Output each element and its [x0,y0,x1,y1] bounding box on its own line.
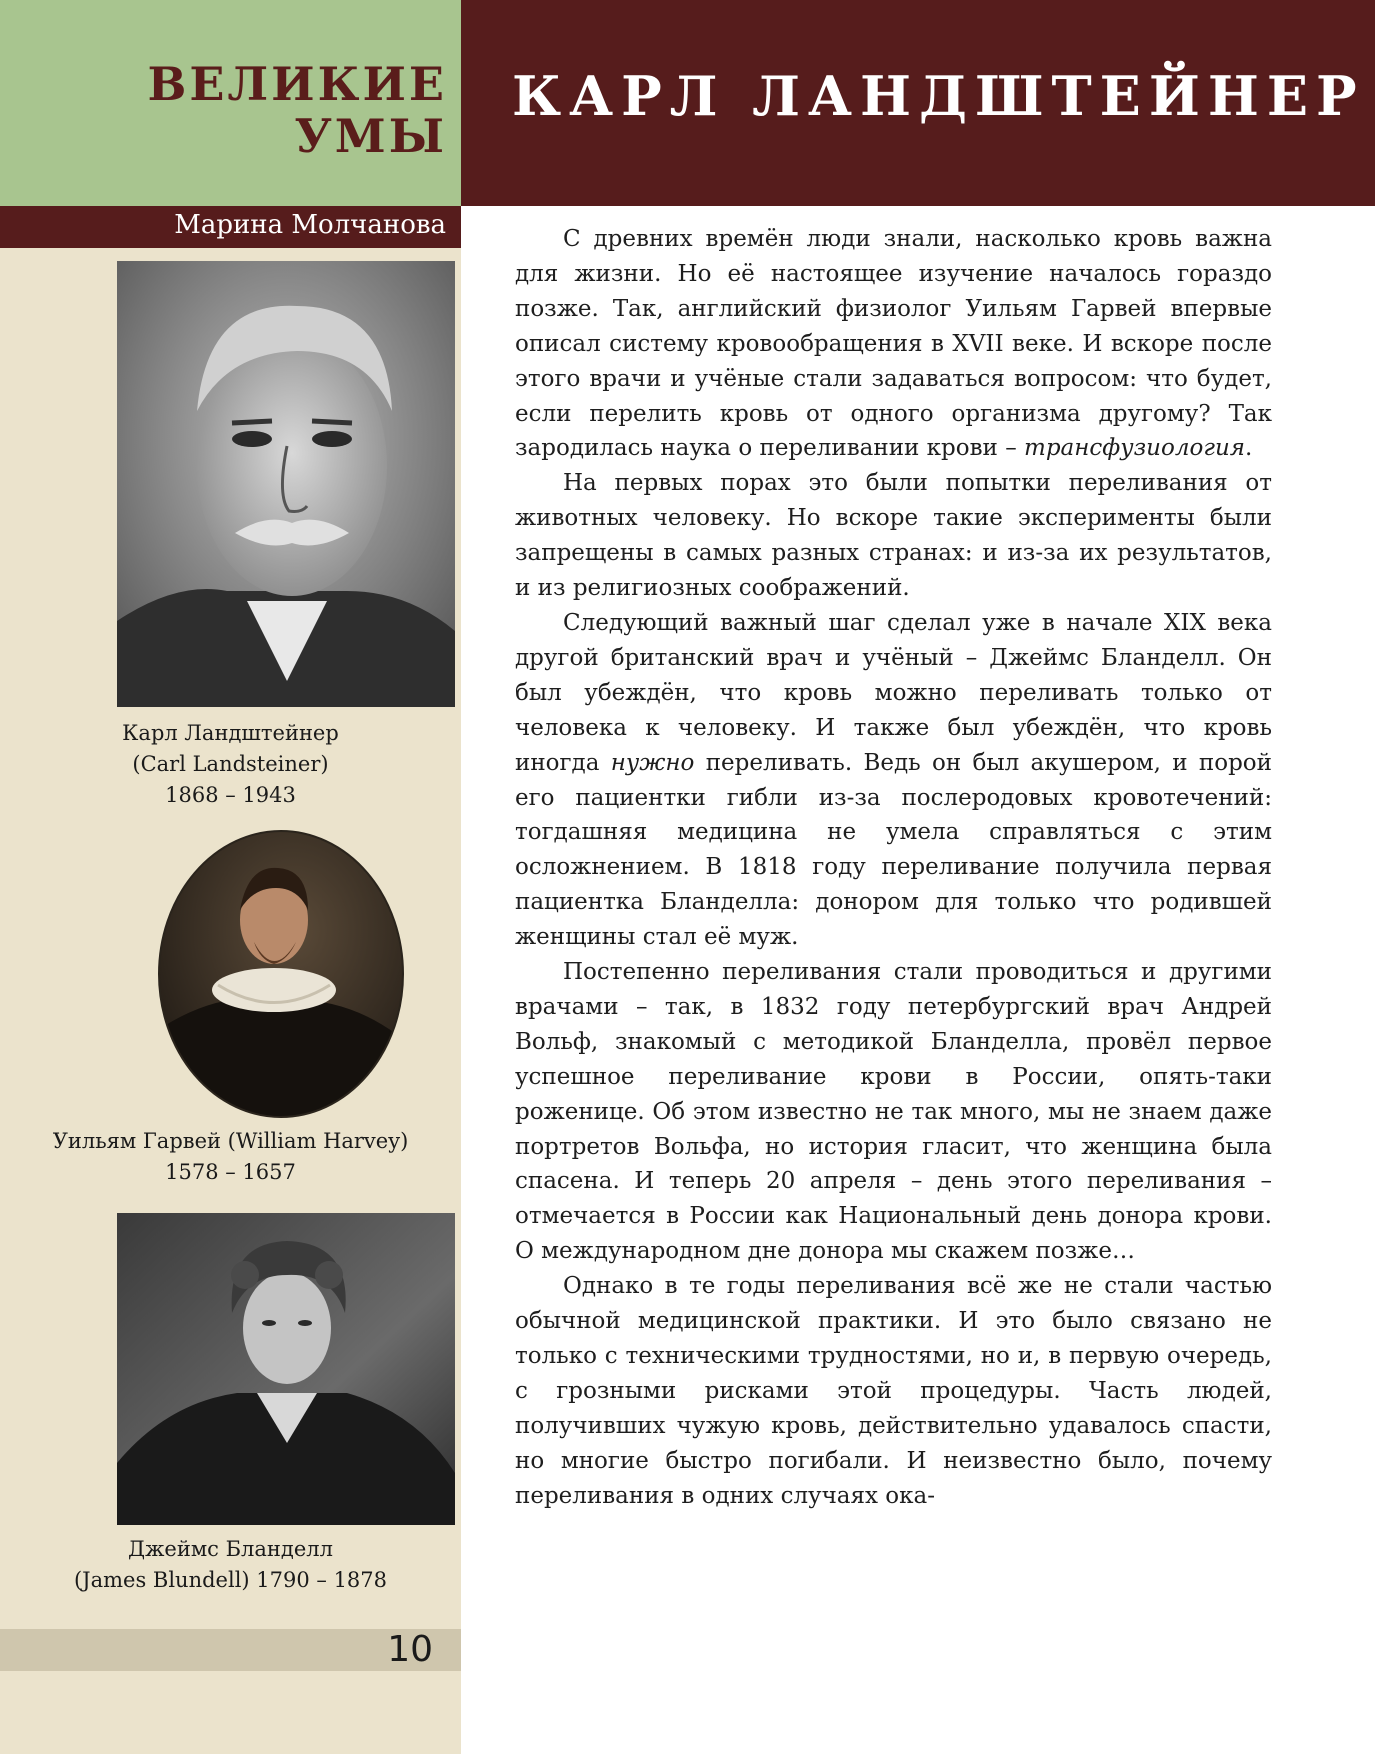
series-title-line2: УМЫ [294,109,447,163]
caption-harvey [0,1126,461,1188]
article-title: КАРЛ ЛАНДШТЕЙНЕР [512,64,1365,128]
caption-harvey-years: 1578 – 1657 [165,1160,296,1184]
caption-harvey-name: Уильям Гарвей (William Harvey) [52,1129,409,1153]
page-number-band [0,1629,461,1671]
paragraph: Следующий важный шаг сделал уже в начале XIX века другой британский врач и учёный – Джеймс Бланделл. Он был убеждён, что кровь можно переливать только от человека к человеку. И также был убеждён, что кровь иногда нужно переливать. Ведь он был акушером, и порой его пациентки гибли из-за послеродовых кровотечений: тогдашняя медицина не умела справляться с этим осложнением. В 1818 году переливание получила первая пациентка Бланделла: донором для только что родившей женщины стал её муж. [515,609,1272,951]
caption-landsteiner [0,718,461,811]
series-block [0,0,461,206]
paragraph: На первых порах это были попытки переливания от животных человеку. Но вскоре такие эксперименты были запрещены в самых разных странах: и из-за их результатов, и из религиозных соображений. [515,470,1272,602]
caption-blundell [0,1534,461,1596]
caption-blundell-latin-years: (James Blundell) 1790 – 1878 [73,1568,388,1592]
paragraph: С древних времён люди знали, насколько кровь важна для жизни. Но её настоящее изучение началось гораздо позже. Так, английский физиолог Уильям Гарвей впервые описал систему кровообращения в XVII веке. И вскоре после этого врачи и учёные стали задаваться вопросом: что будет, если перелить кровь от одного организма другому? Так зародилась наука о переливании крови – трансфузиология. [515,226,1272,462]
portrait-blundell [117,1213,455,1525]
emphasis-nuzhno: нужно [610,749,695,776]
portrait-harvey [158,830,404,1118]
caption-landsteiner-latin: (Carl Landsteiner) [132,752,329,776]
series-title-line1: ВЕЛИКИЕ [147,57,447,111]
caption-landsteiner-name: Карл Ландштейнер [122,721,339,745]
portrait-landsteiner [117,261,455,707]
author-name: Марина Молчанова [174,210,446,240]
paragraph: Постепенно переливания стали проводиться и другими врачами – так, в 1832 году петербургский врач Андрей Вольф, знакомый с методикой Бланделла, провёл первое успешное переливание крови в России, опять-таки роженице. Об этом известно не так много, мы не знаем даже портретов Вольфа, но история гласит, что женщина была спасена. И теперь 20 апреля – день этого переливания – отмечается в России как Национальный день донора крови. О международном дне донора мы скажем позже… [515,959,1272,1265]
article-body [515,222,1272,1514]
term-transfusiology: трансфузиология [1024,435,1245,462]
paragraph: Однако в те годы переливания всё же не стали частью обычной медицинской практики. И это было связано не только с техническими трудностями, но и, в первую очередь, с грозными рисками этой процедуры. Часть людей, получивших чужую кровь, действительно удавалось спасти, но многие быстро погибали. И неизвестно было, почему переливания в одних случаях ока- [515,1273,1272,1509]
caption-landsteiner-years: 1868 – 1943 [165,783,296,807]
caption-blundell-name: Джеймс Бланделл [128,1537,333,1561]
series-title [148,58,447,162]
author-band [0,206,461,248]
page-number: 10 [387,1629,433,1670]
